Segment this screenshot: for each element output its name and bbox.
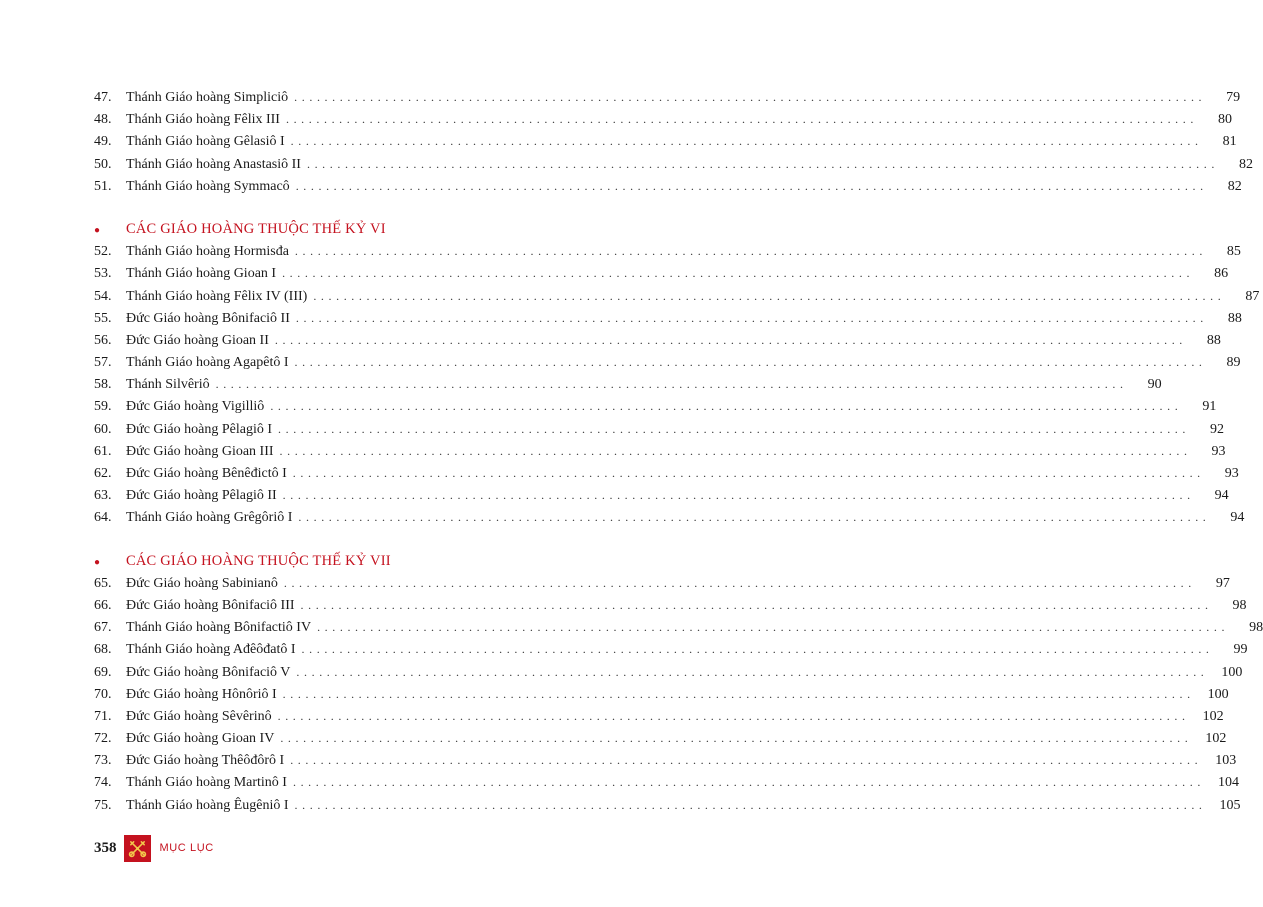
entry-number: 61. (94, 443, 112, 459)
toc-group-century-vii (94, 572, 1263, 816)
dot-leader: ........................................................................................................................ (279, 443, 1192, 458)
toc-entry (94, 440, 1226, 462)
entry-page: 100 (1207, 686, 1229, 702)
entry-title: Đức Giáo hoàng Bênêđictô I (126, 466, 287, 481)
toc-entry (94, 108, 1232, 130)
entry-title: Thánh Giáo hoàng Fêlix III (126, 112, 280, 128)
entry-title: Thánh Giáo hoàng Êugêniô I (126, 797, 289, 813)
dot-leader: ........................................................................................................................ (313, 288, 1226, 303)
entry-title: Đức Giáo hoàng Gioan II (126, 332, 269, 348)
toc-entry (94, 130, 1237, 152)
dot-leader: ........................................................................................................................ (277, 708, 1190, 723)
entry-page: 85 (1226, 244, 1241, 260)
entry-page: 100 (1221, 664, 1243, 680)
dot-leader: ........................................................................................................................ (280, 731, 1193, 746)
entry-title: Thánh Giáo hoàng Grêgôriô I (126, 510, 293, 526)
entry-number: 56. (94, 332, 112, 348)
toc-entry (94, 175, 1242, 197)
entry-title: Đức Giáo hoàng Gioan IV (126, 731, 275, 747)
dot-leader: ........................................................................................................................ (294, 797, 1207, 812)
toc-group-continued (94, 86, 1253, 197)
toc-entry (94, 395, 1217, 417)
entry-page: 102 (1202, 708, 1224, 724)
entry-title: Thánh Giáo hoàng Hormisđa (126, 244, 289, 260)
entry-number: 48. (94, 112, 112, 128)
toc-entry (94, 329, 1221, 351)
toc-entry (94, 86, 1241, 108)
toc-entry (94, 240, 1241, 262)
entry-page: 102 (1205, 731, 1227, 747)
entry-title: Thánh Giáo hoàng Anastasiô II (126, 156, 301, 172)
entry-number: 67. (94, 620, 112, 636)
entry-page: 82 (1238, 156, 1253, 172)
toc-entry (94, 307, 1242, 329)
entry-title: Thánh Giáo hoàng Martinô I (126, 775, 287, 791)
toc-entry (94, 794, 1241, 816)
entry-number: 73. (94, 753, 112, 769)
entry-title: Đức Giáo hoàng Sêvêrinô (126, 708, 272, 724)
dot-leader: ........................................................................................................................ (298, 510, 1211, 525)
dot-leader: ........................................................................................................................ (306, 156, 1219, 171)
entry-page: 98 (1249, 620, 1263, 636)
entry-number: 63. (94, 488, 112, 504)
dot-leader: ........................................................................................................................ (274, 332, 1187, 347)
entry-page: 105 (1219, 797, 1241, 813)
section-heading-century-vi (94, 218, 570, 240)
dot-leader: ........................................................................................................................ (317, 620, 1230, 635)
dot-leader: ........................................................................................................................ (290, 753, 1203, 768)
toc-entry (94, 749, 1237, 771)
entry-page: 93 (1211, 443, 1226, 459)
toc-entry (94, 661, 1243, 683)
entry-title: Đức Giáo hoàng Bônifaciô V (126, 664, 291, 680)
toc-entry (94, 683, 1229, 705)
entry-number: 50. (94, 156, 112, 172)
page-footer (94, 834, 214, 862)
entry-page: 99 (1233, 642, 1248, 658)
dot-leader: ........................................................................................................................ (282, 266, 1195, 281)
entry-page: 94 (1230, 510, 1245, 526)
entry-number: 57. (94, 355, 112, 371)
toc-entry (94, 418, 1224, 440)
entry-number: 52. (94, 244, 112, 260)
entry-number: 59. (94, 399, 112, 415)
dot-leader: ........................................................................................................................ (290, 134, 1203, 149)
dot-leader: ........................................................................................................................ (285, 112, 1198, 127)
entry-page: 98 (1232, 597, 1247, 613)
dot-leader: ........................................................................................................................ (292, 466, 1205, 480)
entry-page: 82 (1227, 178, 1242, 194)
toc-entry (94, 771, 1239, 793)
entry-number: 60. (94, 421, 112, 437)
bullet-icon: ● (94, 224, 101, 236)
footer-section-label: MỤC LỤC (159, 842, 214, 854)
entry-title: Thánh Giáo hoàng Fêlix IV (III) (126, 288, 308, 304)
dot-leader: ........................................................................................................................ (278, 421, 1190, 436)
entry-title: Thánh Giáo hoàng Gioan I (126, 266, 277, 282)
entry-page: 88 (1206, 332, 1221, 348)
entry-page: 90 (1147, 377, 1162, 393)
entry-number: 54. (94, 288, 112, 304)
toc-entry (94, 351, 1241, 373)
entry-title: Đức Giáo hoàng Pêlagiô II (126, 488, 277, 504)
entry-title: Thánh Giáo hoàng Bônifactiô IV (126, 620, 312, 636)
entry-page: 87 (1245, 288, 1260, 304)
dot-leader: ........................................................................................................................ (282, 686, 1195, 701)
toc-entry (94, 462, 1239, 484)
crossed-keys-icon (124, 835, 151, 862)
dot-leader: ........................................................................................................................ (215, 377, 1128, 392)
entry-number: 69. (94, 664, 112, 680)
entry-page: 89 (1226, 355, 1241, 371)
entry-title: Thánh Silvêriô (126, 377, 210, 393)
dot-leader: ........................................................................................................................ (270, 399, 1183, 414)
entry-title: Thánh Giáo hoàng Agapêtô I (126, 355, 289, 371)
entry-page: 81 (1222, 134, 1237, 150)
dot-leader: ........................................................................................................................ (294, 355, 1207, 370)
entry-number: 51. (94, 178, 112, 194)
section-title: CÁC GIÁO HOÀNG THUỘC THẾ KỶ VI (126, 220, 386, 237)
table-of-contents (94, 86, 1263, 816)
entry-number: 55. (94, 310, 112, 326)
entry-number: 75. (94, 797, 112, 813)
entry-number: 64. (94, 510, 112, 526)
entry-number: 58. (94, 377, 112, 393)
entry-title: Đức Giáo hoàng Hônôriô I (126, 686, 277, 702)
entry-number: 72. (94, 731, 112, 747)
entry-page: 86 (1214, 266, 1229, 282)
dot-leader: ........................................................................................................................ (295, 178, 1208, 193)
entry-page: 97 (1215, 575, 1230, 591)
entry-number: 53. (94, 266, 112, 282)
entry-title: Thánh Giáo hoàng Ađêôđatô I (126, 642, 296, 658)
entry-title: Thánh Giáo hoàng Symmacô (126, 178, 290, 194)
toc-entry (94, 727, 1227, 749)
dot-leader: ........................................................................................................................ (301, 642, 1214, 657)
entry-number: 71. (94, 708, 112, 724)
toc-entry (94, 616, 1263, 638)
dot-leader: ........................................................................................................................ (295, 310, 1208, 325)
dot-leader: ........................................................................................................................ (282, 488, 1195, 503)
entry-number: 65. (94, 575, 112, 591)
entry-number: 70. (94, 686, 112, 702)
toc-entry (94, 484, 1229, 506)
entry-page: 80 (1217, 112, 1232, 128)
dot-leader: ........................................................................................................................ (292, 775, 1205, 790)
entry-number: 47. (94, 90, 112, 105)
toc-entry (94, 373, 1162, 395)
toc-entry (94, 638, 1248, 660)
dot-leader: ........................................................................................................................ (294, 90, 1207, 104)
entry-number: 62. (94, 466, 112, 481)
toc-entry (94, 285, 1260, 307)
entry-title: Thánh Giáo hoàng Gêlasiô I (126, 134, 285, 150)
dot-leader: ........................................................................................................................ (283, 575, 1196, 590)
toc-group-century-vi (94, 240, 1260, 528)
toc-entry (94, 705, 1224, 727)
entry-page: 88 (1227, 310, 1242, 326)
entry-page: 104 (1217, 775, 1239, 791)
toc-entry (94, 572, 1230, 594)
bullet-icon: ● (94, 556, 101, 568)
toc-entry (94, 594, 1247, 616)
entry-number: 68. (94, 642, 112, 658)
entry-page: 79 (1226, 90, 1241, 105)
entry-number: 74. (94, 775, 112, 791)
entry-page: 91 (1202, 399, 1217, 415)
toc-entry (94, 262, 1229, 284)
entry-number: 66. (94, 597, 112, 613)
dot-leader: ........................................................................................................................ (294, 244, 1207, 259)
entry-page: 94 (1214, 488, 1229, 504)
entry-title: Đức Giáo hoàng Bônifaciô II (126, 310, 290, 326)
entry-title: Đức Giáo hoàng Sabinianô (126, 575, 278, 591)
entry-title: Đức Giáo hoàng Pêlagiô I (126, 421, 272, 437)
dot-leader: ........................................................................................................................ (300, 597, 1213, 612)
entry-page: 92 (1210, 421, 1224, 437)
entry-page: 103 (1215, 753, 1237, 769)
dot-leader: ........................................................................................................................ (296, 664, 1209, 679)
entry-title: Đức Giáo hoàng Vigilliô (126, 399, 265, 415)
entry-number: 49. (94, 134, 112, 150)
toc-entry (94, 153, 1253, 175)
page-number: 358 (94, 839, 117, 856)
entry-title: Đức Giáo hoàng Thêôđôrô I (126, 753, 285, 769)
entry-page: 93 (1224, 466, 1239, 481)
section-title: CÁC GIÁO HOÀNG THUỘC THẾ KỶ VII (126, 552, 391, 569)
entry-title: Đức Giáo hoàng Gioan III (126, 443, 274, 459)
entry-title: Đức Giáo hoàng Bônifaciô III (126, 597, 295, 613)
toc-entry (94, 506, 1245, 528)
section-heading-century-vii (94, 550, 570, 572)
entry-title: Thánh Giáo hoàng Simpliciô (126, 90, 289, 105)
